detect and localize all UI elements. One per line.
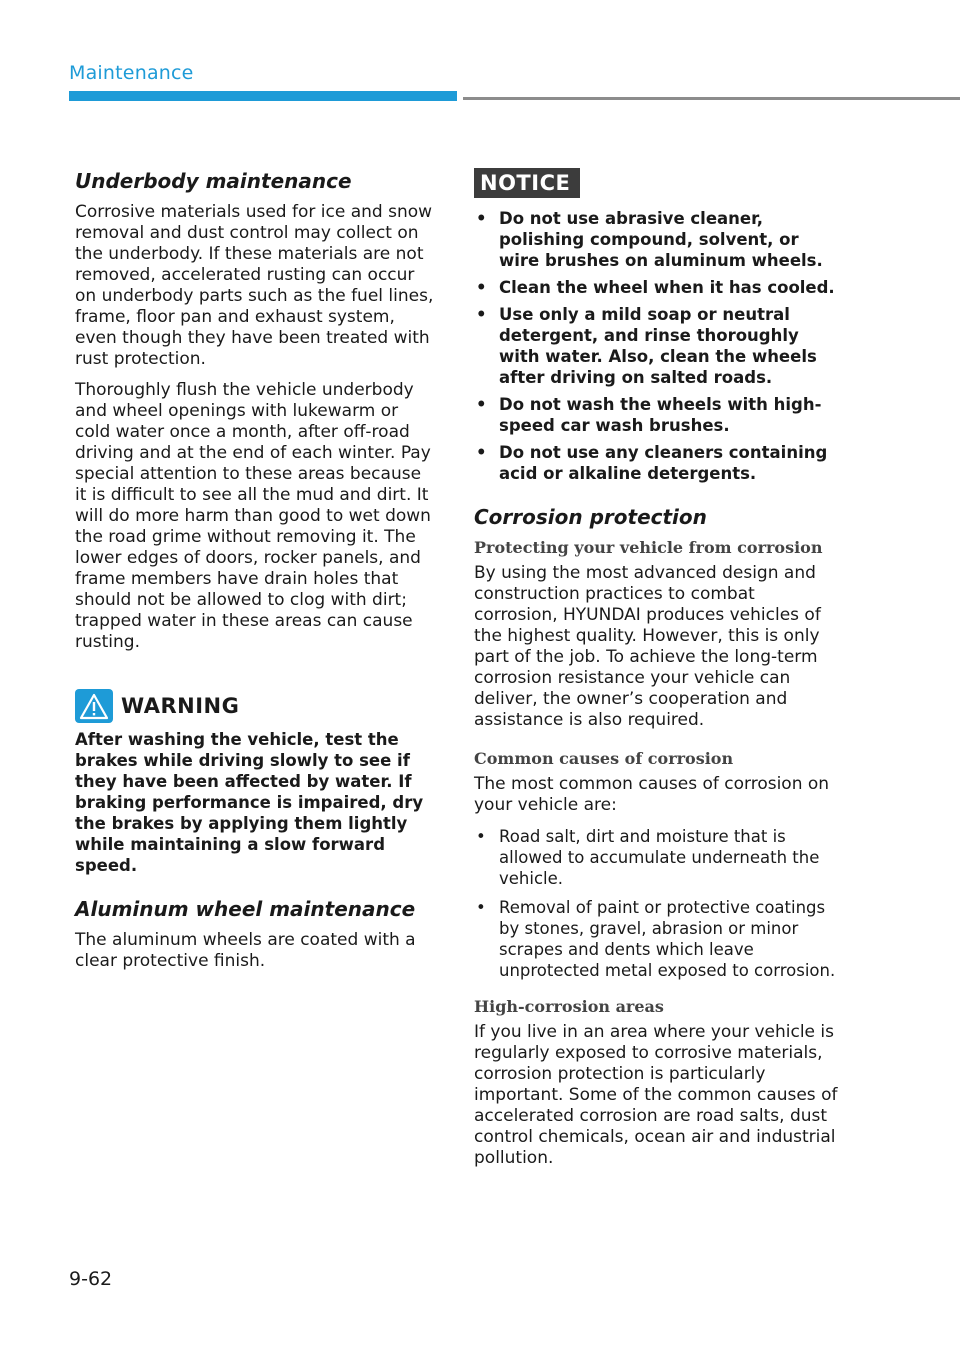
warning-text: After washing the vehicle, test the brakes while driving slowly to see if they have been affected by water. If braking performance is impaired, dry the brakes by applying them lightly while maintaining a slow forward speed. — [75, 730, 424, 875]
causes-intro: The most common causes of corrosion on your vehicle are: — [474, 774, 830, 815]
header-rule-accent — [69, 91, 457, 101]
causes-subheading: Common causes of corrosion — [474, 749, 734, 768]
right-column — [474, 168, 840, 1179]
header-rule — [463, 97, 960, 100]
notice-item: • Do not use any cleaners containing acid or alkaline detergents. — [474, 442, 840, 484]
left-column — [75, 168, 437, 982]
notice-box — [474, 168, 840, 484]
aluminum-heading: Aluminum wheel maintenance — [75, 897, 416, 921]
cause-item: • Road salt, dirt and moisture that is allowed to accumulate underneath the vehicle. — [474, 826, 840, 889]
high-corrosion-paragraph: If you live in an area where your vehicle is regularly exposed to corrosive materials, corrosion protection is particularly important. Some of the common causes of accelerated corrosion are road salts, dust control chemicals, ocean air and industrial pollution. — [474, 1022, 838, 1168]
underbody-heading: Underbody maintenance — [75, 169, 352, 193]
high-corrosion-subheading: High-corrosion areas — [474, 997, 664, 1016]
notice-item: • Use only a mild soap or neutral detergent, and rinse thoroughly with water. Also, clean the wheels after driving on salted roads. — [474, 304, 840, 388]
warning-title: WARNING — [121, 694, 240, 718]
aluminum-paragraph: The aluminum wheels are coated with a clear protective finish. — [75, 930, 416, 971]
notice-item: • Clean the wheel when it has cooled. — [474, 277, 840, 298]
page-number: 9-62 — [69, 1268, 113, 1290]
underbody-paragraph-2: Thoroughly flush the vehicle underbody and wheel openings with lukewarm or cold water once a month, after off-road driving and at the end of each winter. Pay special attention to these areas because it is difficult to see all the mud and dirt. It will do more harm than good to wet down the road grime without removing it. The lower edges of doors, rocker panels, and frame members have drain holes that should not be allowed to clog with dirt; trapped water in these areas can cause rusting. — [75, 380, 431, 652]
notice-item: • Do not use abrasive cleaner, polishing compound, solvent, or wire brushes on aluminum wheels. — [474, 208, 840, 271]
notice-list — [474, 208, 840, 484]
causes-list — [474, 826, 840, 981]
protecting-paragraph: By using the most advanced design and construction practices to combat corrosion, HYUNDAI produces vehicles of the highest quality. However, this is only part of the job. To achieve the long-term corrosion resistance your vehicle can deliver, the owner’s cooperation and assistance is also required. — [474, 563, 821, 730]
warning-triangle-icon — [75, 689, 113, 723]
corrosion-heading: Corrosion protection — [474, 505, 707, 529]
notice-item: • Do not wash the wheels with high-speed car wash brushes. — [474, 394, 840, 436]
warning-header — [75, 689, 437, 723]
underbody-paragraph-1: Corrosive materials used for ice and snow removal and dust control may collect on the underbody. If these materials are not removed, accelerated rusting can occur on underbody parts such as the fuel lines, frame, floor pan and exhaust system, even though they have been treated with rust protection. — [75, 202, 434, 369]
protecting-subheading: Protecting your vehicle from corrosion — [474, 538, 823, 557]
section-title: Maintenance — [69, 62, 194, 84]
cause-item: • Removal of paint or protective coatings by stones, gravel, abrasion or minor scrapes and dents which leave unprotected metal exposed to corrosion. — [474, 897, 840, 981]
notice-badge: NOTICE — [474, 168, 580, 198]
